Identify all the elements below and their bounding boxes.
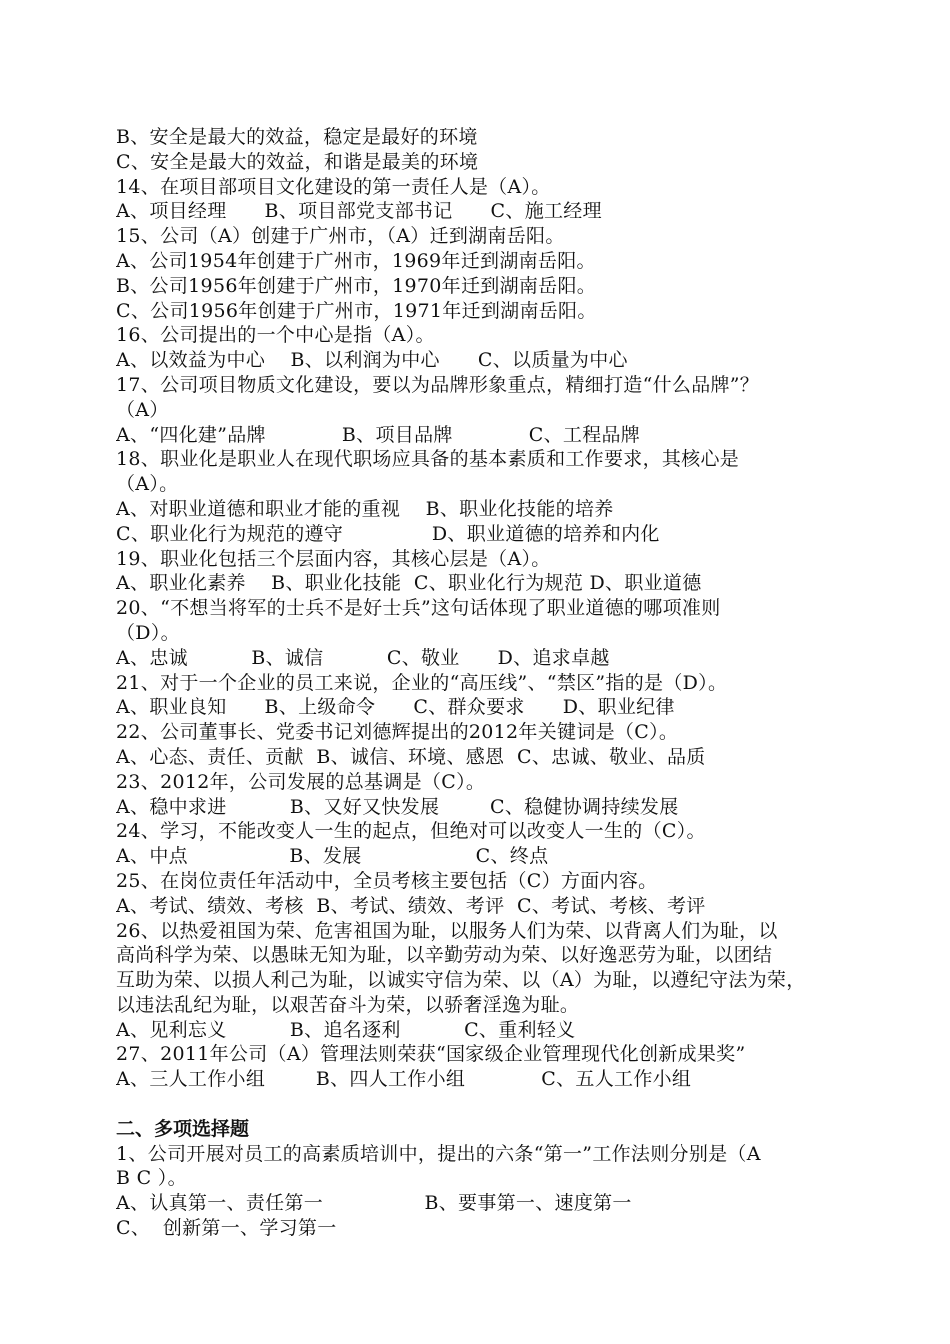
options-21: A、职业良知 B、上级命令 C、群众要求 D、职业纪律 [116,696,675,719]
question-17: 17、公司项目物质文化建设，要以为品牌形象重点，精细打造“什么品牌”？ [116,373,760,396]
question-22: 22、公司董事长、党委书记刘德辉提出的2012年关键词是（C）。 [116,721,679,744]
options-24: A、中点 B、发展 C、终点 [116,845,549,868]
question-14: 14、在项目部项目文化建设的第一责任人是（A）。 [116,175,551,198]
question-20-answer: （D）。 [116,621,180,644]
question-26-line-2: 高尚科学为荣、以愚昧无知为耻，以辛勤劳动为荣、以好逸恶劳为耻，以团结 [116,944,773,967]
question-20: 20、“不想当将军的士兵不是好士兵”这句话体现了职业道德的哪项准则 [116,597,721,620]
option-15-c: C、公司1956年创建于广州市，1971年迁到湖南岳阳。 [116,299,597,322]
options-17: A、“四化建”品牌 B、项目品牌 C、工程品牌 [116,423,641,446]
option-15-a: A、公司1954年创建于广州市，1969年迁到湖南岳阳。 [116,249,596,272]
question-17-answer: （A） [116,398,169,421]
question-16: 16、公司提出的一个中心是指（A）。 [116,324,435,347]
multi-question-1-answer: B C ）。 [116,1167,187,1190]
question-19: 19、职业化包括三个层面内容，其核心层是（A）。 [116,547,551,570]
question-21: 21、对于一个企业的员工来说，企业的“高压线”、“禁区”指的是（D）。 [116,671,728,694]
options-20: A、忠诚 B、诚信 C、敬业 D、追求卓越 [116,646,610,669]
multi-options-1-c: C、 创新第一、学习第一 [116,1217,337,1240]
question-18-answer: （A）。 [116,473,179,496]
question-15: 15、公司（A）创建于广州市，（A）迁到湖南岳阳。 [116,225,565,248]
options-14: A、项目经理 B、项目部党支部书记 C、施工经理 [116,200,602,223]
multi-options-1-ab: A、认真第一、责任第一 B、要事第一、速度第一 [116,1192,632,1215]
options-18-ab: A、对职业道德和职业才能的重视 B、职业化技能的培养 [116,497,614,520]
question-26-line-1: 26、以热爱祖国为荣、危害祖国为耻，以服务人们为荣、以背离人们为耻，以 [116,919,778,942]
question-26-line-4: 以违法乱纪为耻，以艰苦奋斗为荣，以骄奢淫逸为耻。 [116,993,580,1016]
options-25: A、考试、绩效、考核 B、考试、绩效、考评 C、考试、考核、考评 [116,894,706,917]
section-spacer [116,1092,846,1117]
question-list [116,125,846,1241]
options-18-cd: C、职业化行为规范的遵守 D、职业道德的培养和内化 [116,522,660,545]
option-line: C、安全是最大的效益，和谐是最美的环境 [116,150,479,173]
option-line: B、安全是最大的效益，稳定是最好的环境 [116,126,478,148]
question-25: 25、在岗位责任年活动中，全员考核主要包括（C）方面内容。 [116,869,658,892]
question-24: 24、学习，不能改变人一生的起点，但绝对可以改变人一生的（C）。 [116,820,706,843]
options-23: A、稳中求进 B、又好又快发展 C、稳健协调持续发展 [116,795,679,818]
question-27: 27、2011年公司（A）管理法则荣获“国家级企业管理现代化创新成果奖” [116,1043,746,1066]
section-heading: 二、多项选择题 [116,1117,250,1140]
question-26-line-3: 互助为荣、以损人利己为耻，以诚实守信为荣、以（A）为耻，以遵纪守法为荣， [116,969,806,992]
question-23: 23、2012年，公司发展的总基调是（C）。 [116,770,486,793]
options-16: A、以效益为中心 B、以利润为中心 C、以质量为中心 [116,349,628,372]
multi-question-1: 1、公司开展对员工的高素质培训中，提出的六条“第一”工作法则分别是（A [116,1142,761,1165]
options-19: A、职业化素养 B、职业化技能 C、职业化行为规范 D、职业道德 [116,572,702,595]
options-26: A、见利忘义 B、追名逐利 C、重利轻义 [116,1018,576,1041]
option-15-b: B、公司1956年创建于广州市，1970年迁到湖南岳阳。 [116,274,597,297]
question-18: 18、职业化是职业人在现代职场应具备的基本素质和工作要求，其核心是 [116,448,740,471]
options-27: A、三人工作小组 B、四人工作小组 C、五人工作小组 [116,1068,692,1091]
options-22: A、心态、责任、贡献 B、诚信、环境、感恩 C、忠诚、敬业、品质 [116,745,706,768]
